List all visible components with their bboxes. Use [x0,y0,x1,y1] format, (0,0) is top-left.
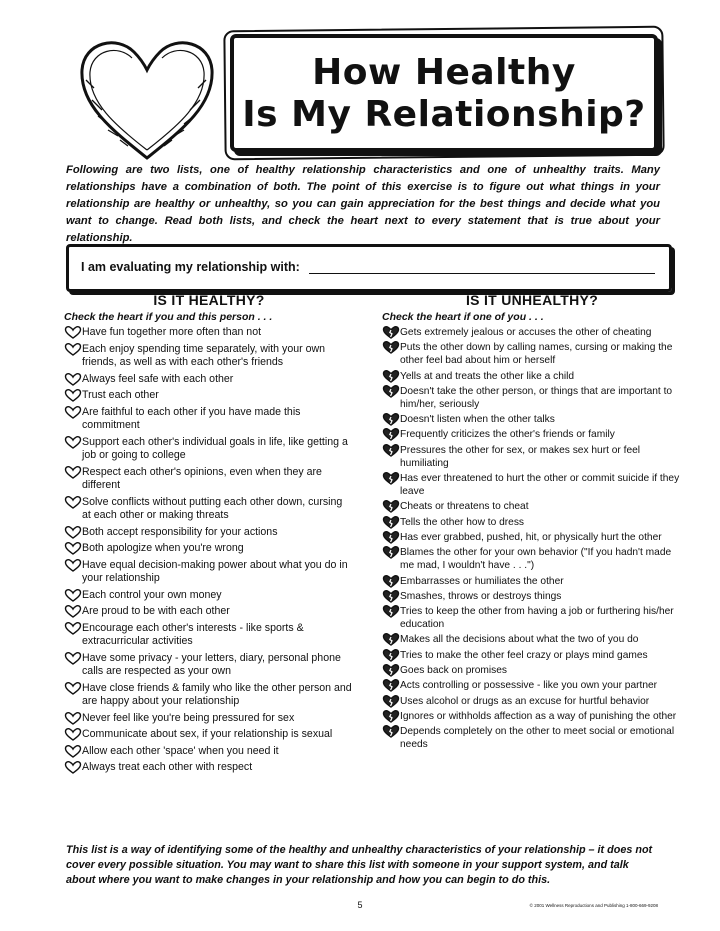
evaluating-answer-line[interactable] [309,273,655,274]
list-item [382,385,682,411]
healthy-subheading: Check the heart if you and this person . . . [64,311,273,323]
heart-outline-icon[interactable] [64,372,82,386]
broken-heart-icon[interactable] [382,574,400,588]
list-item-text: Allow each other 'space' when you need it [82,744,279,757]
list-item [382,649,682,662]
list-item-text: Blames the other for your own behavior ("If you hadn't made me mad, I wouldn't have . . .") [400,547,672,572]
heart-outline-icon[interactable] [64,681,82,695]
heart-outline-icon[interactable] [64,760,82,774]
list-item-text: Never feel like you're being pressured for sex [82,711,295,724]
heart-graphic-icon [72,30,222,170]
list-item-text: Respect each other's opinions, even when they are different [82,465,322,491]
list-item-text: Trust each other [82,389,159,401]
healthy-column [64,292,354,778]
list-item-text: Makes all the decisions about what the two of you do [400,634,639,646]
broken-heart-icon[interactable] [382,589,400,603]
list-item [382,633,682,646]
list-item-text: Have fun together more often than not [82,326,262,338]
list-item-text: Have equal decision-making power about what you do in your relationship [82,558,348,584]
list-item-text: Have close friends & family who like the other person and are happy about your relationship [82,681,352,707]
broken-heart-icon[interactable] [382,384,400,398]
list-item-text: Each enjoy spending time separately, with your own friends, as well as with each other's friends [82,342,326,368]
heart-outline-icon[interactable] [64,588,82,602]
heart-outline-icon[interactable] [64,405,82,419]
list-item [64,542,354,556]
list-item [64,436,354,463]
list-item [64,496,354,523]
broken-heart-icon[interactable] [382,471,400,485]
heart-outline-icon[interactable] [64,465,82,479]
list-item-text: Goes back on promises [400,665,508,677]
heart-outline-icon[interactable] [64,541,82,555]
list-item [382,725,682,751]
list-item-text: Acts controlling or possessive - like you own your partner [400,680,658,692]
unhealthy-column [382,292,682,754]
unhealthy-list [382,326,682,751]
list-item-text: Solve conflicts without putting each other down, cursing at each other or making threats [82,495,343,521]
unhealthy-heading: IS IT UNHEALTHY? [465,292,599,308]
heart-outline-icon[interactable] [64,325,82,339]
list-item-text: Have some privacy - your letters, diary, personal phone calls are respected as your own [82,651,341,677]
list-item [64,605,354,619]
list-item-text: Always treat each other with respect [82,761,253,773]
list-item [64,559,354,586]
list-item [64,589,354,603]
list-item [382,695,682,708]
list-item [64,622,354,649]
broken-heart-icon[interactable] [382,369,400,383]
list-item-text: Puts the other down by calling names, cursing or making the other feel bad about him or herself [400,342,673,367]
list-item [382,500,682,513]
list-item-text: Are proud to be with each other [82,605,230,617]
list-item-text: Gets extremely jealous or accuses the other of cheating [400,327,652,338]
broken-heart-icon[interactable] [382,648,400,662]
list-item [64,326,354,340]
broken-heart-icon[interactable] [382,709,400,723]
list-item-text: Always feel safe with each other [82,372,234,385]
list-item [382,428,682,441]
list-item-text: Doesn't take the other person, or things that are important to him/her, seriously [400,385,673,410]
heart-outline-icon[interactable] [64,342,82,356]
broken-heart-icon[interactable] [382,443,400,457]
list-item [64,712,354,726]
list-item [64,728,354,742]
list-item-text: Smashes, throws or destroys things [400,590,562,602]
list-item-text: Cheats or threatens to cheat [400,501,529,513]
list-item [64,466,354,493]
list-item [382,531,682,544]
list-item [382,679,682,692]
list-item-text: Uses alcohol or drugs as an excuse for hurtful behavior [400,695,650,707]
list-item [382,413,682,426]
list-item-text: Yells at and treats the other like a child [400,370,575,382]
heart-outline-icon[interactable] [64,435,82,449]
list-item [382,605,682,631]
heart-outline-icon[interactable] [64,495,82,509]
list-item [64,761,354,775]
heart-outline-icon[interactable] [64,558,82,572]
list-item [382,546,682,572]
evaluating-label: I am evaluating my relationship with: [81,260,300,274]
list-item [382,664,682,677]
list-item [64,343,354,370]
broken-heart-icon[interactable] [382,724,400,738]
list-item-text: Each control your own money [82,588,222,601]
list-item-text: Has ever threatened to hurt the other or commit suicide if they leave [400,473,680,498]
broken-heart-icon[interactable] [382,663,400,677]
list-item-text: Both accept responsibility for your actions [82,525,278,538]
heart-outline-icon[interactable] [64,621,82,635]
broken-heart-icon[interactable] [382,604,400,618]
list-item-text: Doesn't listen when the other talks [400,414,555,426]
list-item [64,652,354,679]
list-item-text: Both apologize when you're wrong [82,542,244,554]
list-item-text: Pressures the other for sex, or makes sex hurt or feel humiliating [400,444,641,469]
list-item-text: Are faithful to each other if you have made this commitment [82,405,301,431]
list-item-text: Tells the other how to dress [400,516,525,528]
list-item-text: Has ever grabbed, pushed, hit, or physically hurt the other [400,531,662,543]
broken-heart-icon[interactable] [382,427,400,441]
list-item [382,590,682,603]
list-item [64,745,354,759]
healthy-heading: IS IT HEALTHY? [153,292,265,308]
page-number: 5 [357,900,363,910]
broken-heart-icon[interactable] [382,412,400,426]
copyright-notice: © 2001 Wellness Reproductions and Publishing 1-800-669-9208 [529,903,658,908]
list-item [64,526,354,540]
list-item [382,326,682,339]
broken-heart-icon[interactable] [382,340,400,354]
list-item [64,389,354,403]
list-item-text: Ignores or withholds affection as a way of punishing the other [400,710,677,722]
list-item-text: Support each other's individual goals in life, like getting a job or going to college [82,435,348,461]
broken-heart-icon[interactable] [382,545,400,559]
list-item-text: Frequently criticizes the other's friends or family [400,429,615,441]
heart-outline-icon[interactable] [64,711,82,725]
intro-paragraph: Following are two lists, one of healthy relationship characteristics and one of unhealthy traits. Many relationships have a combination of both. The point of this exercise is to figure out what things in your relationship are healthy or unhealthy, so you can gain appreciation for the best things and decide what you want to change. Read both lists, and check the heart next to every statement that is true about your relationship. [66,164,660,244]
heart-outline-icon[interactable] [64,651,82,665]
closing-paragraph: This list is a way of identifying some of the healthy and unhealthy characteristics of your relationship – it does not cover every possible situation. You may want to share this list with someone in your support system, and talk about where you want to make changes in your relationship and how you can begin to do this. [66,844,653,886]
list-item [382,444,682,470]
list-item [64,406,354,433]
list-item-text: Encourage each other's interests - like sports & extracurricular activities [82,621,304,647]
title-box [230,34,658,152]
heart-outline-icon[interactable] [64,604,82,618]
broken-heart-icon[interactable] [382,515,400,529]
list-item [382,370,682,383]
list-item-text: Communicate about sex, if your relationship is sexual [82,728,333,740]
list-item-text: Embarrasses or humiliates the other [400,575,564,587]
broken-heart-icon[interactable] [382,678,400,692]
unhealthy-subheading: Check the heart if one of you . . . [382,311,544,323]
heart-outline-icon[interactable] [64,744,82,758]
list-item [382,710,682,723]
heart-outline-icon[interactable] [64,525,82,539]
heart-outline-icon[interactable] [64,388,82,402]
healthy-list [64,326,354,775]
broken-heart-icon[interactable] [382,499,400,513]
list-item [382,575,682,588]
list-item-text: Tries to make the other feel crazy or plays mind games [400,649,648,661]
list-item [64,682,354,709]
evaluating-box [66,244,672,292]
list-item [382,472,682,498]
list-item [64,373,354,387]
broken-heart-icon[interactable] [382,325,400,339]
broken-heart-icon[interactable] [382,530,400,544]
list-item-text: Depends completely on the other to meet social or emotional needs [400,726,675,751]
list-item [382,516,682,529]
page-title: How Healthy Is My Relationship? [242,52,646,135]
list-item-text: Tries to keep the other from having a job or furthering his/her education [400,606,674,631]
broken-heart-icon[interactable] [382,632,400,646]
heart-outline-icon[interactable] [64,727,82,741]
list-item [382,341,682,367]
broken-heart-icon[interactable] [382,694,400,708]
